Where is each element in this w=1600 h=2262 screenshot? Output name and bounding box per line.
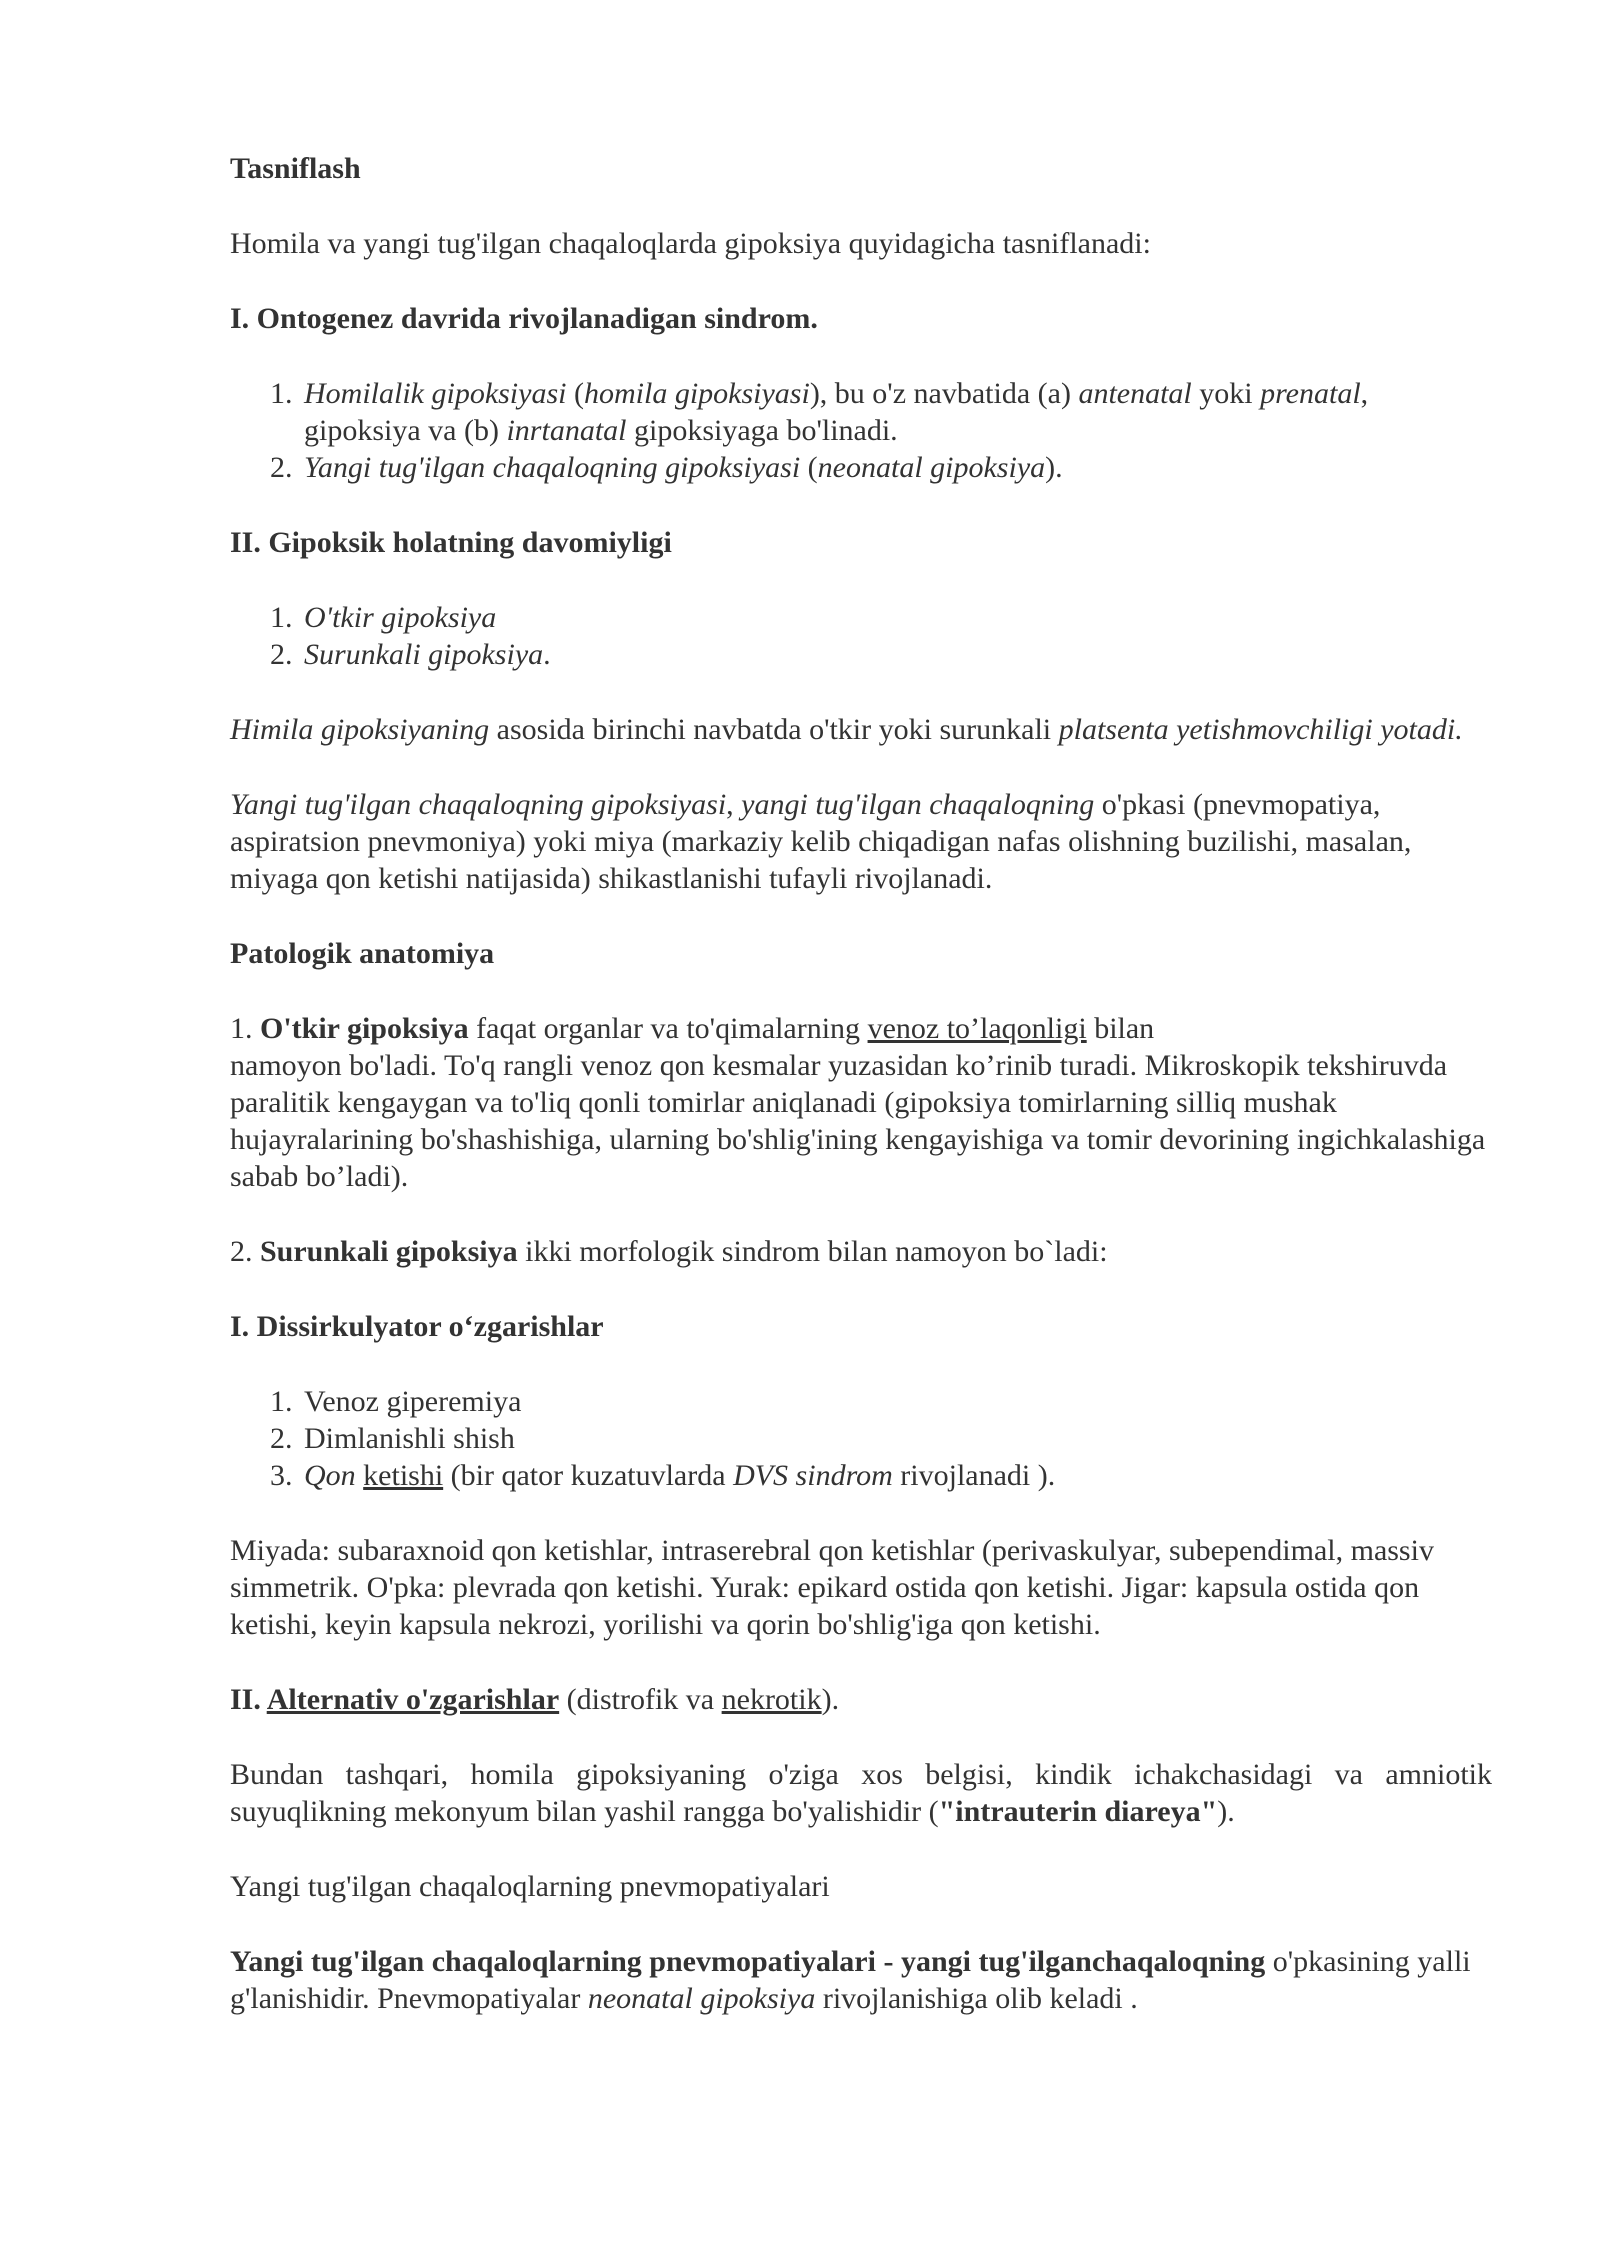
- section-title-tasniflash: Tasniflash: [230, 152, 361, 185]
- venoz-link[interactable]: venoz to’laqonligi: [867, 1012, 1087, 1045]
- ketishi-link[interactable]: ketishi: [363, 1459, 444, 1492]
- bundan-paragraph: Bundan tashqari, homila gipoksiyaning o'ziga xos belgisi, kindik ichakchasidagi va amniotik suyuqlikning mekonyum bilan yashil rangga bo'yalishidir ("intrauterin diareya").: [230, 1758, 1492, 1828]
- neonatal-paragraph: Yangi tug'ilgan chaqaloqning gipoksiyasi, yangi tug'ilgan chaqaloqning o'pkasi (pnevmopatiya, aspiratsion pnevmoniya) yoki miya (markaziy kelib chiqadigan nafas olishning buzilishi, masalan, miyaga qon ketishi natijasida) shikastlanishi tufayli rivojlanadi.: [230, 788, 1412, 895]
- heading-davomiyligi: II. Gipoksik holatning davomiyligi: [230, 526, 672, 559]
- document-page: [230, 150, 1492, 2055]
- list-item: 2. Yangi tug'ilgan chaqaloqning gipoksiyasi (neonatal gipoksiya).: [300, 449, 1492, 486]
- chronic-hypoxia-paragraph: 2. Surunkali gipoksiya ikki morfologik sindrom bilan namoyon bo`ladi:: [230, 1235, 1108, 1268]
- section-title-pnevmopatiyalar: Yangi tug'ilgan chaqaloqlarning pnevmopatiyalari: [230, 1870, 830, 1903]
- list-item: 2. Surunkali gipoksiya.: [300, 636, 1492, 673]
- alternativ-link[interactable]: Alternativ o'zgarishlar: [266, 1683, 560, 1716]
- miyada-paragraph: Miyada: subaraxnoid qon ketishlar, intraserebral qon ketishlar (perivaskulyar, subependimal, massiv simmetrik. O'pka: plevrada qon ketishi. Yurak: epikard ostida qon ketishi. Jigar: kapsula ostida qon ketishi, keyin kapsula nekrozi, yorilishi va qorin bo'shlig'iga qon ketishi.: [230, 1534, 1434, 1641]
- alternativ-paragraph: II. Alternativ o'zgarishlar (distrofik va nekrotik).: [230, 1683, 840, 1716]
- list-item: 3. Qon ketishi (bir qator kuzatuvlarda DVS sindrom rivojlanadi ).: [300, 1457, 1492, 1494]
- list-item: 1. Venoz giperemiya: [300, 1383, 1492, 1420]
- list-item: 1. Homilalik gipoksiyasi (homila gipoksiyasi), bu o'z navbatida (a) antenatal yoki prenatal, gipoksiya va (b) inrtanatal gipoksiyaga bo'linadi.: [300, 375, 1492, 449]
- list-item: 1. O'tkir gipoksiya: [300, 599, 1492, 636]
- ontogenez-list: [230, 375, 1492, 486]
- dissirkulyator-list: [230, 1383, 1492, 1494]
- list-item: 2. Dimlanishli shish: [300, 1420, 1492, 1457]
- intro-paragraph: Homila va yangi tug'ilgan chaqaloqlarda gipoksiya quyidagicha tasniflanadi:: [230, 227, 1151, 260]
- heading-ontogenez: I. Ontogenez davrida rivojlanadigan sindrom.: [230, 302, 818, 335]
- himila-paragraph: Himila gipoksiyaning asosida birinchi navbatda o'tkir yoki surunkali platsenta yetishmovchiligi yotadi.: [230, 713, 1463, 746]
- acute-hypoxia-paragraph: 1. O'tkir gipoksiya faqat organlar va to'qimalarning venoz to’laqonligi bilan namoyon bo'ladi. To'q rangli venoz qon kesmalar yuzasidan ko’rinib turadi. Mikroskopik tekshiruvda paralitik kengaygan va to'liq qonli tomirlar aniqlanadi (gipoksiya tomirlarning silliq mushak hujayralarining bo'shashishiga, ularning bo'shlig'ining kengayishiga va tomir devorining ingichkalashiga sabab bo’ladi).: [230, 1012, 1486, 1193]
- pnevmopatiya-paragraph: Yangi tug'ilgan chaqaloqlarning pnevmopatiyalari - yangi tug'ilganchaqaloqning o'pkasining yallig'lanishidir. Pnevmopatiyalar neonatal gipoksiya rivojlanishiga olib keladi .: [230, 1945, 1471, 2015]
- davomiyligi-list: [230, 599, 1492, 673]
- section-title-patologik-anatomiya: Patologik anatomiya: [230, 937, 495, 970]
- nekrotik-link[interactable]: nekrotik: [721, 1683, 822, 1716]
- heading-dissirkulyator: I. Dissirkulyator o‘zgarishlar: [230, 1310, 604, 1343]
